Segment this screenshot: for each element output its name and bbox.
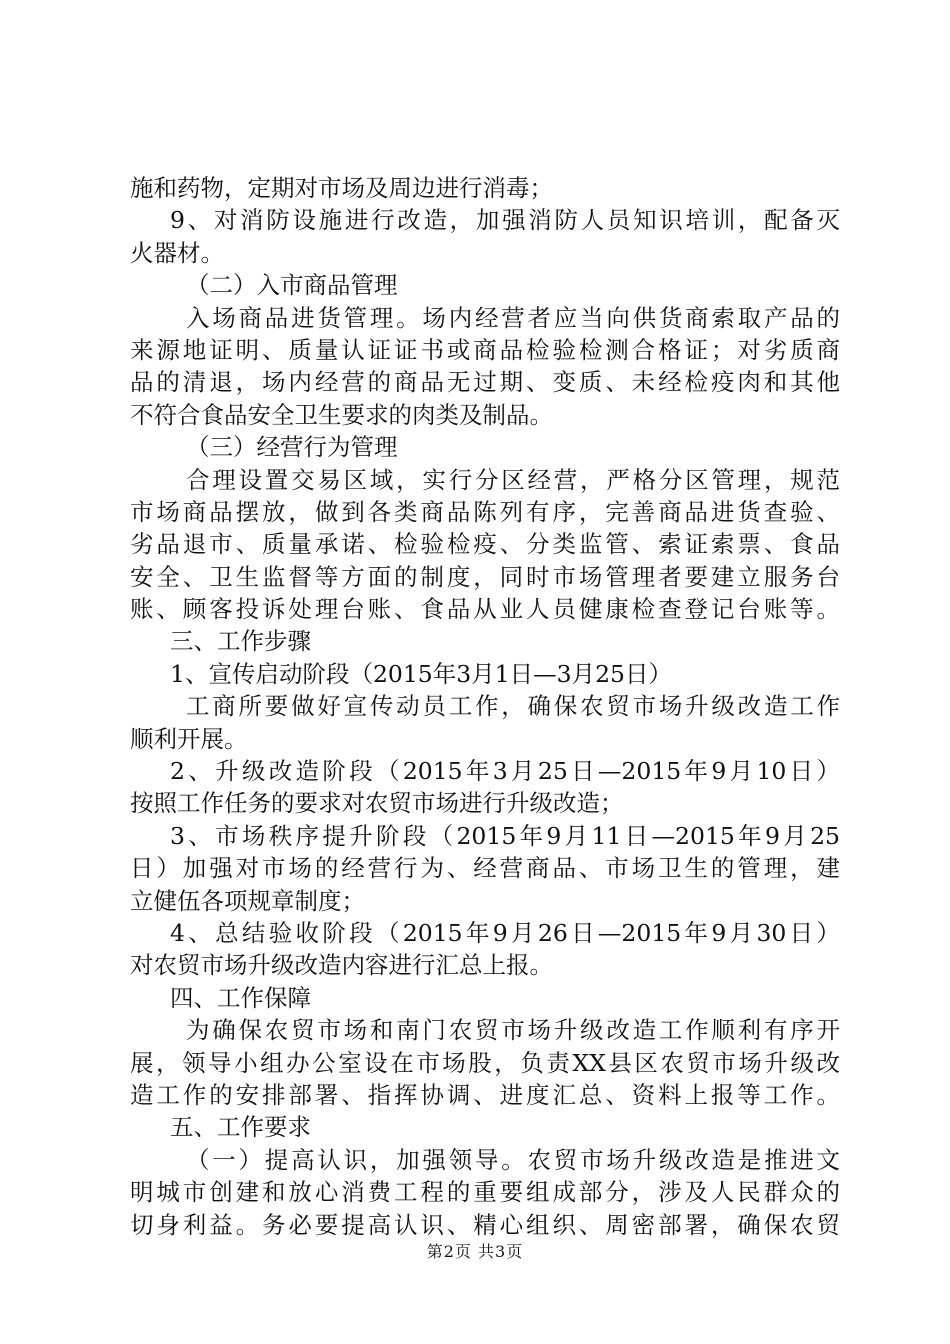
section-heading: （三）经营行为管理: [186, 433, 398, 462]
section-heading: 三、工作步骤: [170, 627, 311, 656]
paragraph-line: 火器材。: [130, 238, 224, 267]
section-heading: 五、工作要求: [170, 1113, 311, 1142]
paragraph-line: 造工作的安排部署、指挥协调、进度汇总、资料上报等工作。: [130, 1080, 840, 1109]
paragraph-line: 来源地证明、质量认证证书或商品检验检测合格证；对劣质商: [130, 335, 840, 364]
page-footer: [0, 1242, 950, 1262]
paragraph-line: 工商所要做好宣传动员工作，确保农贸市场升级改造工作: [186, 692, 840, 721]
paragraph-line: （一）提高认识，加强领导。农贸市场升级改造是推进文: [186, 1145, 840, 1174]
document-body: [130, 172, 840, 1241]
paragraph-line: 展，领导小组办公室设在市场股，负责XX县区农贸市场升级改: [130, 1048, 840, 1077]
paragraph-line: 施和药物，定期对市场及周边进行消毒；: [130, 174, 553, 202]
paragraph-line: 按照工作任务的要求对农贸市场进行升级改造；: [130, 789, 624, 818]
paragraph-line: 劣品退市、质量承诺、检验检疫、分类监管、索证索票、食品: [130, 530, 840, 559]
paragraph-line: 顺利开展。: [130, 724, 248, 753]
paragraph-line: 账、顾客投诉处理台账、食品从业人员健康检查登记台账等。: [130, 595, 840, 624]
section-heading: （二）入市商品管理: [186, 271, 398, 300]
paragraph-line: 安全、卫生监督等方面的制度，同时市场管理者要建立服务台: [130, 562, 840, 591]
paragraph-line: 2、升级改造阶段（2015年3月25日—2015年9月10日）: [170, 757, 840, 786]
section-heading: 四、工作保障: [170, 983, 311, 1012]
paragraph-line: 立健伍各项规章制度；: [130, 886, 365, 915]
paragraph-line: 合理设置交易区域，实行分区经营，严格分区管理，规范: [186, 465, 840, 494]
paragraph-line: 不符合食品安全卫生要求的肉类及制品。: [130, 400, 553, 429]
paragraph-line: 品的清退，场内经营的商品无过期、变质、未经检疫肉和其他: [130, 368, 840, 397]
paragraph-line: 市场商品摆放，做到各类商品陈列有序，完善商品进货查验、: [130, 497, 840, 526]
page-number-label: 第2页 共3页: [426, 1242, 524, 1261]
paragraph-line: 切身利益。务必要提高认识、精心组织、周密部署，确保农贸: [130, 1210, 840, 1239]
paragraph-line: 入场商品进货管理。场内经营者应当向供货商索取产品的: [186, 303, 840, 332]
paragraph-line: 为确保农贸市场和南门农贸市场升级改造工作顺利有序开: [186, 1016, 840, 1045]
paragraph-line: 1、宣传启动阶段（2015年3月1日—3月25日）: [170, 659, 673, 688]
paragraph-line: 对农贸市场升级改造内容进行汇总上报。: [130, 951, 553, 980]
paragraph-line: 日）加强对市场的经营行为、经营商品、市场卫生的管理，建: [130, 854, 840, 883]
paragraph-line: 明城市创建和放心消费工程的重要组成部分，涉及人民群众的: [130, 1178, 840, 1207]
paragraph-line: 4、总结验收阶段（2015年9月26日—2015年9月30日）: [170, 918, 840, 947]
paragraph-line: 9、对消防设施进行改造，加强消防人员知识培训，配备灭: [170, 206, 840, 235]
paragraph-line: 3、市场秩序提升阶段（2015年9月11日—2015年9月25: [170, 821, 840, 850]
